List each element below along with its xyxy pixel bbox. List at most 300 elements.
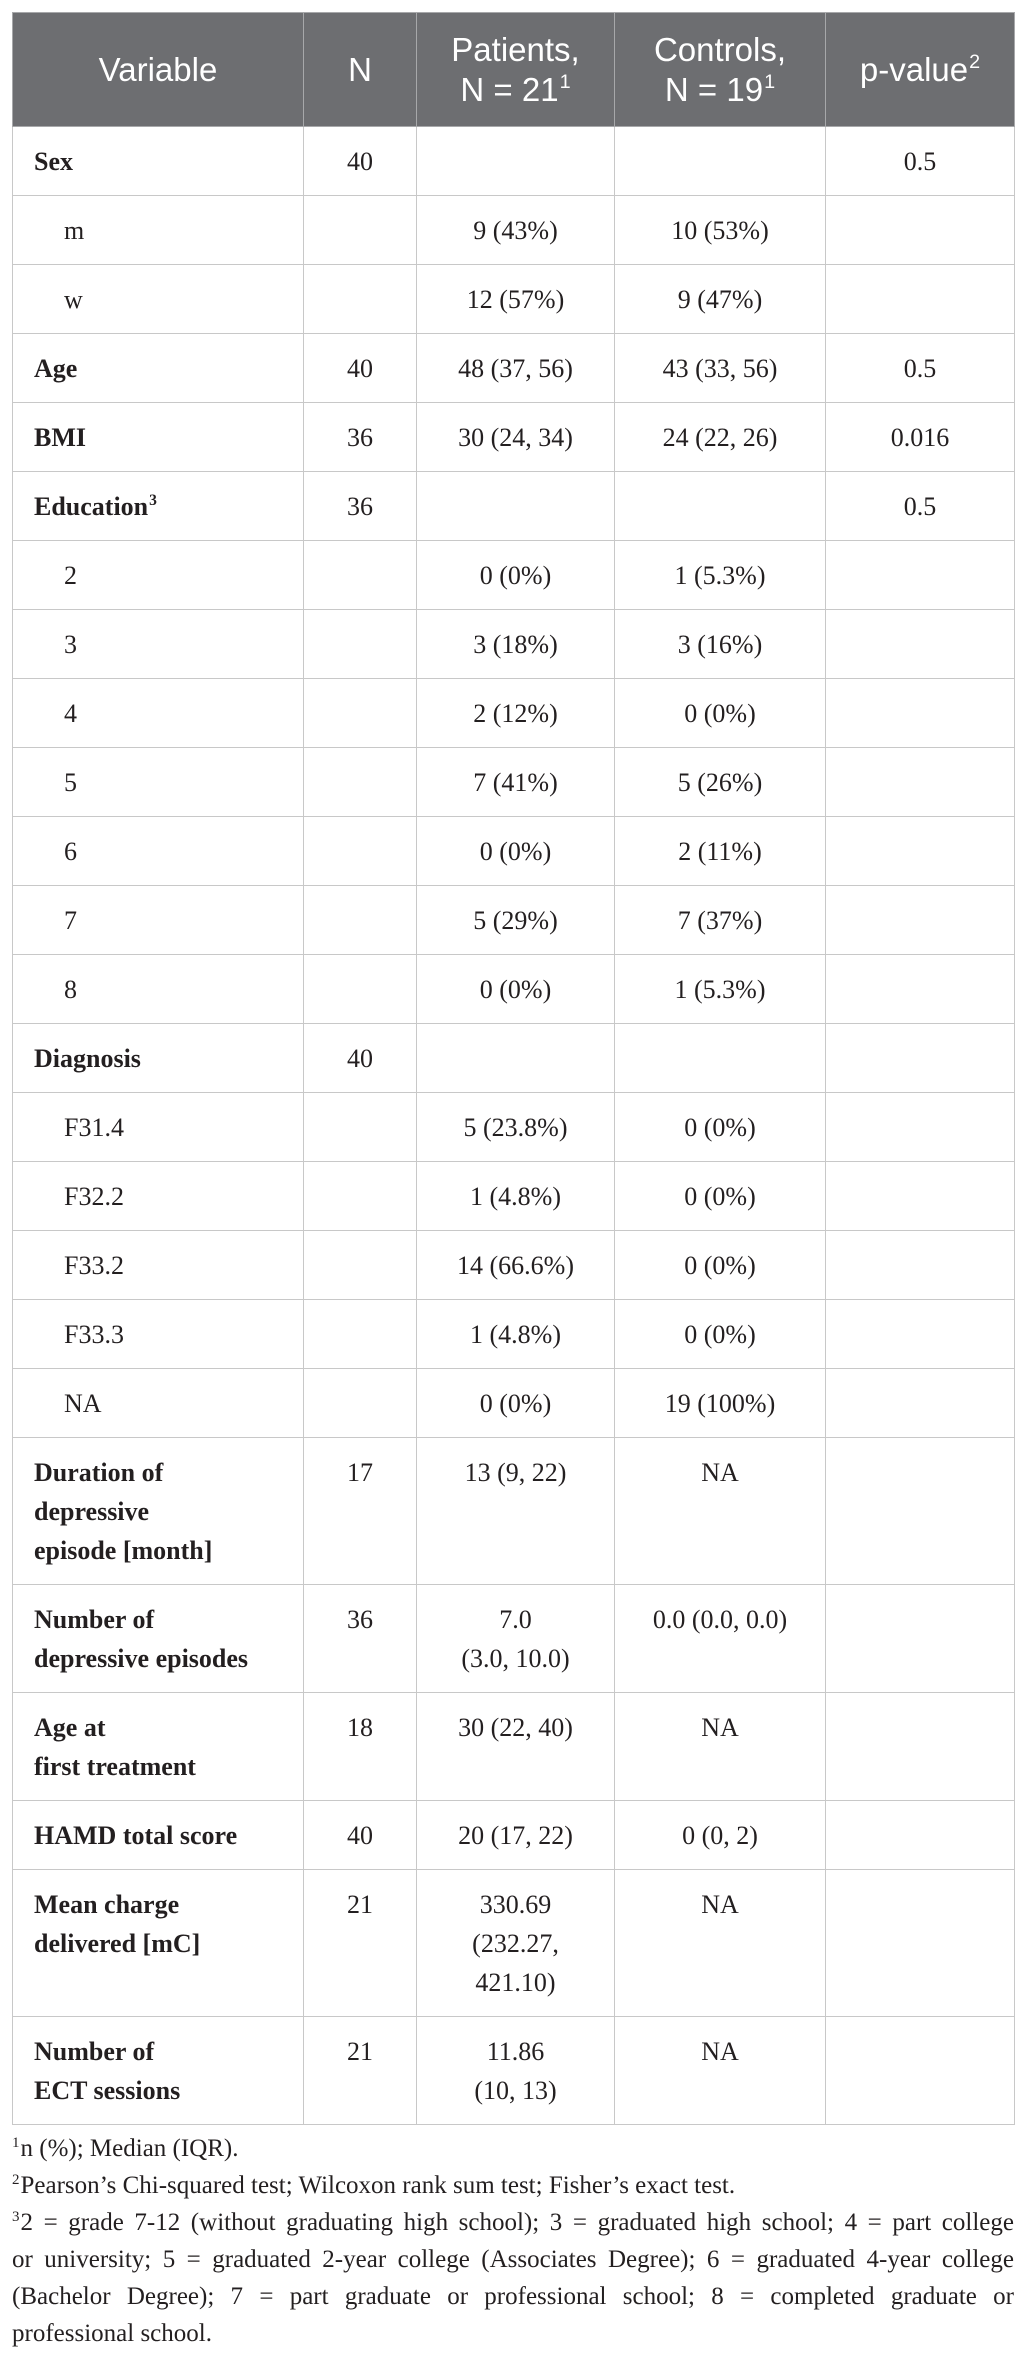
cell-line [427,1885,604,1924]
cell-patients [417,541,615,610]
cell-variable [13,403,304,472]
cell-line [625,556,815,595]
cell-variable [13,2017,304,2125]
cell-line [625,2032,815,2071]
cell-text: 5 (26%) [677,767,763,797]
cell-n [304,1231,417,1300]
cell-n [304,1870,417,2017]
cell-text: 330.69 [479,1889,552,1919]
footnote-ref: 1 [559,71,571,94]
cell-text: 0 (0%) [684,1112,756,1142]
cell-patients [417,196,615,265]
cell-n [304,610,417,679]
cell-p-value [826,1300,1015,1369]
cell-p-value [826,1024,1015,1093]
cell-text: 0 (0%) [479,836,552,866]
cell-line [34,1708,293,1747]
table-row [13,955,1015,1024]
cell-text: NA [64,1388,102,1418]
header-p-value-label [832,50,1008,90]
cell-text: Number of [34,2036,155,2066]
cell-line [427,1708,604,1747]
cell-patients [417,1870,615,2017]
cell-text: Education [34,491,149,521]
cell-text: 9 (47%) [677,284,763,314]
cell-variable [13,127,304,196]
cell-text: Duration of [34,1457,164,1487]
cell-line [625,970,815,1009]
cell-line [427,1108,604,1147]
cell-line [625,832,815,871]
cell-line [34,1924,293,1963]
cell-text: 3 (18%) [473,629,558,659]
cell-line [314,418,406,457]
cell-text: (10, 13) [474,2075,557,2105]
cell-controls [615,334,826,403]
cell-controls [615,403,826,472]
cell-controls [615,1024,826,1093]
header-patients-line2 [423,70,608,110]
cell-controls [615,1300,826,1369]
cell-text: 24 (22, 26) [662,422,778,452]
cell-variable [13,1231,304,1300]
cell-controls [615,472,826,541]
cell-line [427,2032,604,2071]
cell-patients [417,265,615,334]
cell-text: 0 (0%) [479,974,552,1004]
cell-line [625,418,815,457]
cell-line [625,1600,815,1639]
cell-line [427,1639,604,1678]
footnote-text: 2 = grade 7-12 (without graduating high school); 3 = graduated high school; 4 = part college [20,2209,1014,2236]
cell-text: 0 (0, 2) [682,1820,758,1850]
cell-patients [417,748,615,817]
footnote-ref: 3 [149,491,157,509]
cell-line [34,1039,293,1078]
cell-p-value [826,127,1015,196]
cell-text: F33.2 [64,1250,124,1280]
cell-controls [615,679,826,748]
cell-p-value [826,1585,1015,1693]
cell-text: NA [701,1889,739,1919]
cell-line [427,625,604,664]
cell-text: Age [34,353,78,383]
cell-line [427,1315,604,1354]
footnote-text: professional school. [12,2320,212,2347]
cell-text: 36 [347,422,373,452]
cell-text: 421.10) [475,1967,556,1997]
cell-n [304,403,417,472]
cell-text: NA [701,2036,739,2066]
cell-text: 40 [347,353,373,383]
cell-line [427,211,604,250]
cell-text: 40 [347,1043,373,1073]
cell-text: 1 (4.8%) [470,1319,561,1349]
cell-line [64,556,293,595]
table-row [13,748,1015,817]
cell-text: 5 [64,767,77,797]
cell-text: 1 (5.3%) [674,974,766,1004]
cell-patients [417,1162,615,1231]
cell-line [64,280,293,319]
cell-p-value [826,2017,1015,2125]
cell-text: BMI [34,422,86,452]
footnote-marker: 2 [12,2171,20,2188]
cell-text: ECT sessions [34,2075,181,2105]
cell-line [314,487,406,526]
cell-variable [13,472,304,541]
cell-n [304,679,417,748]
cell-text: F32.2 [64,1181,124,1211]
table-body [13,127,1015,2125]
cell-text: 7.0 [499,1604,532,1634]
header-row [13,13,1015,127]
cell-patients [417,403,615,472]
cell-n [304,955,417,1024]
cell-text: 36 [347,491,373,521]
footnote-marker: 3 [12,2208,20,2225]
cell-p-value [826,1231,1015,1300]
cell-line [34,142,293,181]
cell-text: 5 (23.8%) [463,1112,568,1142]
cell-variable [13,748,304,817]
cell-text: F31.4 [64,1112,124,1142]
cell-p-value [826,1162,1015,1231]
cell-line [427,280,604,319]
cell-line [314,1816,406,1855]
cell-text: delivered [mC] [34,1928,201,1958]
cell-p-value [826,679,1015,748]
cell-variable [13,1024,304,1093]
cell-line [427,1177,604,1216]
cell-text: 0.5 [903,491,937,521]
cell-text: 7 [64,905,77,935]
cell-line [836,142,1004,181]
footnote [12,2204,1014,2352]
cell-line [625,1108,815,1147]
cell-text: 7 (41%) [473,767,558,797]
cell-patients [417,817,615,886]
cell-variable [13,1870,304,2017]
footnote [12,2167,1014,2204]
cell-text: 2 (12%) [473,698,558,728]
cell-line [427,970,604,1009]
cell-patients [417,1693,615,1801]
cell-line [625,280,815,319]
cell-variable [13,334,304,403]
cell-text: 6 [64,836,77,866]
cell-controls [615,1231,826,1300]
table-row [13,403,1015,472]
cell-text: 3 (16%) [677,629,763,659]
cell-text: first treatment [34,1751,196,1781]
cell-line [64,1315,293,1354]
table-row [13,1093,1015,1162]
cell-line [625,1246,815,1285]
cell-text: depressive episodes [34,1643,249,1673]
header-p-value-text: p-value [859,50,969,88]
cell-controls [615,1870,826,2017]
header-controls [615,13,826,127]
cell-controls [615,541,826,610]
cell-p-value [826,1693,1015,1801]
cell-controls [615,265,826,334]
cell-text: 0.016 [890,422,950,452]
cell-variable [13,955,304,1024]
cell-line [314,1039,406,1078]
cell-line [314,142,406,181]
cell-controls [615,1801,826,1870]
cell-n [304,2017,417,2125]
cell-controls [615,1438,826,1585]
cell-line [427,1816,604,1855]
cell-text: 43 (33, 56) [662,353,778,383]
cell-p-value [826,265,1015,334]
table-row [13,1438,1015,1585]
table-row [13,472,1015,541]
cell-controls [615,886,826,955]
cell-n [304,1162,417,1231]
cell-line [625,625,815,664]
cell-n [304,127,417,196]
footnote-text: or university; 5 = graduated 2-year college (Associates Degree); 6 = graduated 4-year college [12,2246,1014,2273]
cell-text: 14 (66.6%) [457,1250,574,1280]
cell-patients [417,955,615,1024]
cell-line [34,2032,293,2071]
footnote-line [12,2167,1014,2204]
cell-line [427,901,604,940]
cell-line [625,211,815,250]
cell-line [625,1177,815,1216]
cell-controls [615,1369,826,1438]
cell-p-value [826,1870,1015,2017]
cell-line [34,1492,293,1531]
table-row [13,1585,1015,1693]
cell-line [427,349,604,388]
cell-text: Mean charge [34,1889,180,1919]
cell-text: 19 (100%) [664,1388,776,1418]
cell-line [625,694,815,733]
cell-variable [13,817,304,886]
cell-text: m [64,215,85,245]
cell-text: 30 (22, 40) [458,1712,573,1742]
cell-p-value [826,817,1015,886]
cell-text: 48 (37, 56) [458,353,573,383]
cell-p-value [826,541,1015,610]
cell-text: (232.27, [472,1928,559,1958]
cell-line [625,1816,815,1855]
table-footnotes [12,2130,1014,2352]
cell-text: 3 [64,629,77,659]
cell-text: 1 (4.8%) [470,1181,561,1211]
table-row [13,679,1015,748]
cell-controls [615,817,826,886]
table-row [13,817,1015,886]
cell-line [34,349,293,388]
cell-line [34,1639,293,1678]
cell-n [304,196,417,265]
cell-n [304,541,417,610]
cell-line [34,1531,293,1570]
cell-line [427,1246,604,1285]
header-n-label: N [348,50,372,88]
cell-patients [417,127,615,196]
cell-controls [615,610,826,679]
cell-patients [417,2017,615,2125]
cell-p-value [826,1093,1015,1162]
cell-line [625,901,815,940]
footnote-line [12,2315,1014,2352]
cell-p-value [826,955,1015,1024]
cell-line [625,1708,815,1747]
table-row [13,2017,1015,2125]
cell-text: 2 (11%) [678,836,762,866]
cell-line [34,2071,293,2110]
cell-variable [13,1162,304,1231]
cell-text: 17 [347,1457,373,1487]
cell-patients [417,1300,615,1369]
cell-line [34,1600,293,1639]
cell-text: HAMD total score [34,1820,238,1850]
cell-line [64,1384,293,1423]
cell-text: 0.0 (0.0, 0.0) [652,1604,788,1634]
cell-text: 30 (24, 34) [458,422,573,452]
table-row [13,1231,1015,1300]
cell-text: 13 (9, 22) [464,1457,567,1487]
cell-variable [13,1300,304,1369]
cell-patients [417,334,615,403]
header-variable-label: Variable [98,50,218,88]
cell-n [304,1693,417,1801]
table-row [13,127,1015,196]
header-patients-count: N = 21 [460,70,559,108]
cell-n [304,817,417,886]
cell-text: 11.86 [486,2036,545,2066]
footnote [12,2130,1014,2167]
cell-variable [13,1693,304,1801]
cell-text: Diagnosis [34,1043,141,1073]
cell-line [314,1600,406,1639]
cell-line [34,1816,293,1855]
cell-text: NA [701,1712,739,1742]
cell-line [427,763,604,802]
cell-n [304,1024,417,1093]
cell-n [304,334,417,403]
footnote-text: n (%); Median (IQR). [20,2135,239,2162]
cell-text: episode [month] [34,1535,213,1565]
footnote-line [12,2278,1014,2315]
cell-text: Age at [34,1712,106,1742]
cell-n [304,265,417,334]
cell-line [64,763,293,802]
cell-line [64,1246,293,1285]
cell-line [625,763,815,802]
cell-n [304,1300,417,1369]
header-patients-line1: Patients, [451,30,580,68]
cell-n [304,1438,417,1585]
cell-text: 0 (0%) [684,698,756,728]
cell-controls [615,1162,826,1231]
cell-line [427,832,604,871]
cell-text: Number of [34,1604,155,1634]
cell-text: 21 [347,1889,373,1919]
cell-line [427,1384,604,1423]
cell-text: 12 (57%) [466,284,565,314]
cell-n [304,886,417,955]
cell-controls [615,2017,826,2125]
header-controls-line1: Controls, [653,30,787,68]
cell-line [427,1453,604,1492]
cell-p-value [826,403,1015,472]
cell-patients [417,1231,615,1300]
cell-text: (3.0, 10.0) [461,1643,570,1673]
cell-p-value [826,1369,1015,1438]
table-row [13,886,1015,955]
cell-text: 0.5 [903,146,937,176]
footnote-text: Pearson’s Chi-squared test; Wilcoxon rank sum test; Fisher’s exact test. [20,2172,736,2199]
characteristics-table [12,12,1015,2125]
cell-controls [615,1093,826,1162]
cell-line [34,1453,293,1492]
cell-p-value [826,610,1015,679]
cell-variable [13,679,304,748]
cell-line [64,970,293,1009]
cell-line [64,1108,293,1147]
cell-patients [417,1801,615,1870]
cell-text: 7 (37%) [677,905,763,935]
cell-text: 10 (53%) [671,215,769,245]
cell-line [836,487,1004,526]
cell-p-value [826,1438,1015,1585]
cell-variable [13,1801,304,1870]
cell-line [34,487,293,526]
cell-line [64,694,293,733]
footnote-marker: 1 [12,2134,20,2151]
cell-variable [13,541,304,610]
header-patients [417,13,615,127]
header-controls-line2 [621,70,819,110]
cell-line [625,1885,815,1924]
cell-p-value [826,748,1015,817]
cell-line [427,2071,604,2110]
cell-line [625,1384,815,1423]
cell-controls [615,748,826,817]
cell-text: NA [701,1457,739,1487]
cell-text: 8 [64,974,77,1004]
cell-patients [417,1369,615,1438]
cell-variable [13,610,304,679]
cell-controls [615,1585,826,1693]
cell-line [314,1453,406,1492]
cell-variable [13,886,304,955]
cell-line [314,2032,406,2071]
cell-text: 18 [347,1712,373,1742]
cell-patients [417,610,615,679]
cell-text: 0 (0%) [479,560,552,590]
footnote-ref: 1 [764,71,776,94]
cell-text: 1 (5.3%) [674,560,766,590]
cell-line [427,1600,604,1639]
cell-variable [13,265,304,334]
cell-text: 9 (43%) [473,215,558,245]
cell-n [304,472,417,541]
cell-line [64,211,293,250]
cell-variable [13,1369,304,1438]
cell-text: 5 (29%) [473,905,558,935]
cell-patients [417,1585,615,1693]
cell-text: 0.5 [903,353,937,383]
table-row [13,541,1015,610]
